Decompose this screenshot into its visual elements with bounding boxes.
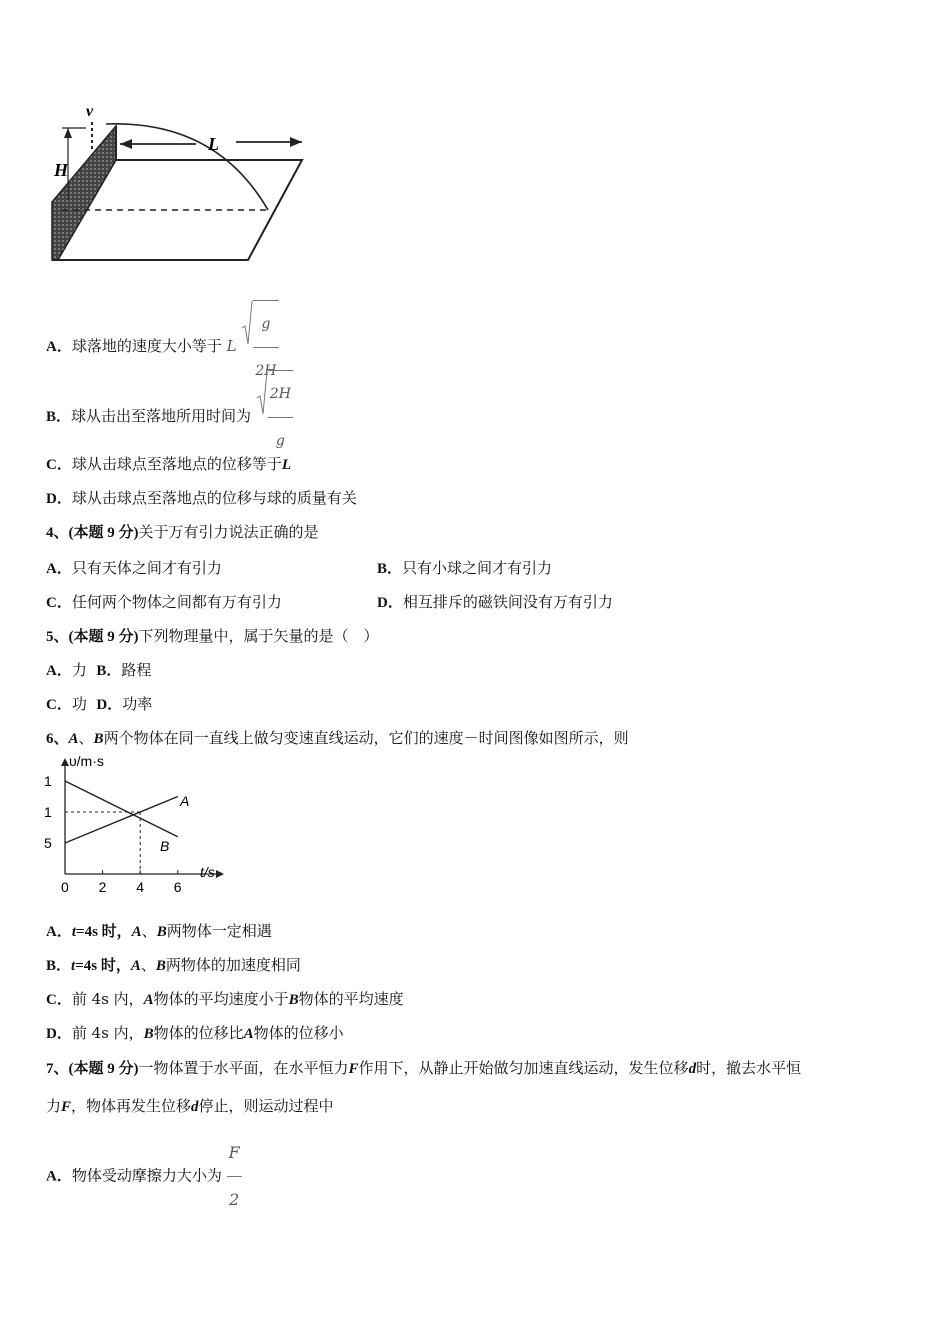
option-prefix: D． (96, 697, 123, 713)
question-stem: 关于万有引力说法正确的是 (138, 523, 319, 541)
separator: 、 (141, 922, 157, 940)
var-L: L (281, 457, 292, 473)
option-text: 前 4s 内， (71, 990, 144, 1008)
question-stem: 时，撤去水平恒 (696, 1059, 802, 1077)
velocity-time-chart (40, 754, 230, 904)
question-number: 5、 (46, 629, 69, 645)
q4-stem (46, 522, 319, 543)
option-text: 球从击出至落地所用时间为 (71, 407, 252, 425)
y-tick-label: 1 (44, 804, 52, 820)
x-axis-label: t/s (200, 864, 215, 880)
x-tick-label: 0 (61, 879, 69, 895)
var-B: B (288, 992, 299, 1008)
option-text: 物体的位移小 (253, 1024, 344, 1042)
y-axis-label: υ/m·s (69, 754, 104, 769)
var-A: A (243, 1026, 254, 1042)
option-prefix: B． (96, 663, 122, 679)
option-prefix: D． (377, 595, 403, 611)
frac-num: g (253, 301, 278, 348)
option-prefix: D． (46, 491, 72, 507)
q6-option-b (46, 955, 301, 976)
var-A: A (143, 992, 154, 1008)
frac-den: 2 (229, 1190, 240, 1209)
option-prefix: C． (46, 697, 72, 713)
option-prefix: A． (46, 924, 72, 940)
series-label-A: A (180, 793, 190, 809)
var-A: A (68, 731, 79, 747)
var-d: d (191, 1099, 199, 1115)
q6-stem (46, 728, 629, 749)
y-tick-label: 5 (44, 835, 52, 851)
q5-stem (46, 626, 379, 647)
x-tick-label: 4 (136, 879, 144, 895)
frac-num: 2H (268, 371, 293, 418)
var-F: F (61, 1099, 72, 1115)
question-number: 4、 (46, 525, 69, 541)
sqrt-expression (256, 370, 293, 464)
math-L: L (226, 337, 237, 355)
option-text: =4s 时， (76, 924, 132, 940)
option-text: 球从击球点至落地点的位移等于 (71, 455, 282, 473)
q4-option-c (46, 592, 282, 613)
option-prefix: A． (46, 561, 72, 577)
question-stem: 作用下，从静止开始做匀加速直线运动，发生位移 (358, 1059, 689, 1077)
series-label-B: B (160, 838, 170, 854)
option-text: 物体的位移比 (153, 1024, 244, 1042)
option-prefix: A． (46, 339, 72, 355)
option-text: 两物体的加速度相同 (165, 956, 301, 974)
option-prefix: D． (46, 1026, 72, 1042)
question-stem: 下列物理量中，属于矢量的是（ ） (138, 627, 379, 645)
label-H: H (54, 160, 69, 180)
q6-option-a (46, 921, 272, 942)
q5-options-row1 (46, 660, 151, 681)
frac-den: 2H (255, 363, 277, 379)
series-line-A (65, 797, 178, 844)
question-stem: 停止，则运动过程中 (198, 1097, 334, 1115)
question-stem: 一物体置于水平面，在水平恒力 (138, 1059, 349, 1077)
option-text: 两物体一定相遇 (166, 922, 272, 940)
trajectory (106, 124, 268, 210)
q5-options-row2 (46, 694, 152, 715)
option-text: 球从击球点至落地点的位移与球的质量有关 (71, 489, 357, 507)
option-text: 前 4s 内， (71, 1024, 144, 1042)
option-text: 路程 (121, 661, 152, 679)
option-prefix: B． (46, 958, 72, 974)
option-text: 物体的平均速度小于 (153, 990, 289, 1008)
frac-den: g (275, 433, 285, 449)
separator: 、 (78, 729, 94, 747)
question-stem: 两个物体在同一直线上做匀变速直线运动，它们的速度－时间图像如图所示，则 (103, 729, 629, 747)
option-text: 力 (71, 661, 87, 679)
option-text: 只有天体之间才有引力 (71, 559, 222, 577)
var-t: t (71, 924, 77, 940)
var-A: A (130, 958, 141, 974)
series-line-B (65, 781, 178, 837)
option-prefix: C． (46, 992, 72, 1008)
label-L: L (208, 134, 219, 154)
q3-option-b (46, 370, 293, 464)
q6-option-c (46, 989, 404, 1010)
var-F: F (348, 1061, 359, 1077)
y-tick-label: 1 (44, 773, 52, 789)
option-text: =4s 时， (75, 958, 131, 974)
q3-option-d (46, 488, 357, 509)
var-B: B (143, 1026, 154, 1042)
x-axis-arrow (216, 870, 224, 878)
question-points: (本题 9 分) (68, 629, 139, 645)
option-text: 球落地的速度大小等于 (71, 337, 222, 355)
question-points: (本题 9 分) (68, 525, 139, 541)
q3-option-c (46, 454, 291, 475)
var-t: t (71, 958, 76, 974)
var-d: d (688, 1061, 697, 1077)
option-text: 物体的平均速度 (298, 990, 404, 1008)
q4-option-b (377, 558, 552, 579)
question-stem: ，物体再发生位移 (71, 1097, 192, 1115)
platform-side (52, 126, 116, 260)
option-text: 任何两个物体之间都有万有引力 (71, 593, 282, 611)
option-prefix: B． (377, 561, 403, 577)
label-v: v (86, 103, 94, 120)
var-B: B (156, 924, 167, 940)
option-prefix: B． (46, 409, 72, 425)
separator: 、 (140, 956, 156, 974)
q4-option-d (377, 592, 613, 613)
option-prefix: A． (46, 663, 72, 679)
option-prefix: C． (46, 595, 72, 611)
projectile-figure (46, 100, 310, 270)
y-axis-arrow (61, 758, 69, 766)
q7-option-a (46, 1130, 242, 1223)
question-number: 7、 (46, 1061, 69, 1077)
option-text: 功率 (122, 695, 153, 713)
var-A: A (131, 924, 142, 940)
x-tick-label: 2 (98, 879, 107, 895)
option-text: 功 (71, 695, 87, 713)
option-prefix: A． (46, 1168, 72, 1185)
q7-stem-line1 (46, 1058, 801, 1079)
var-B: B (155, 958, 166, 974)
option-text: 相互排斥的磁铁间没有万有引力 (402, 593, 613, 611)
option-text: 物体受动摩擦力大小为 (71, 1166, 222, 1185)
question-points: (本题 9 分) (68, 1061, 139, 1077)
q7-stem-line2 (46, 1096, 334, 1117)
x-tick-label: 6 (173, 879, 182, 895)
question-stem: 力 (46, 1097, 62, 1115)
option-prefix: C． (46, 457, 72, 473)
var-B: B (93, 731, 104, 747)
frac-num: F (227, 1130, 242, 1177)
question-number: 6、 (46, 731, 69, 747)
q4-option-a (46, 558, 222, 579)
q6-option-d (46, 1023, 344, 1044)
option-text: 只有小球之间才有引力 (402, 559, 553, 577)
